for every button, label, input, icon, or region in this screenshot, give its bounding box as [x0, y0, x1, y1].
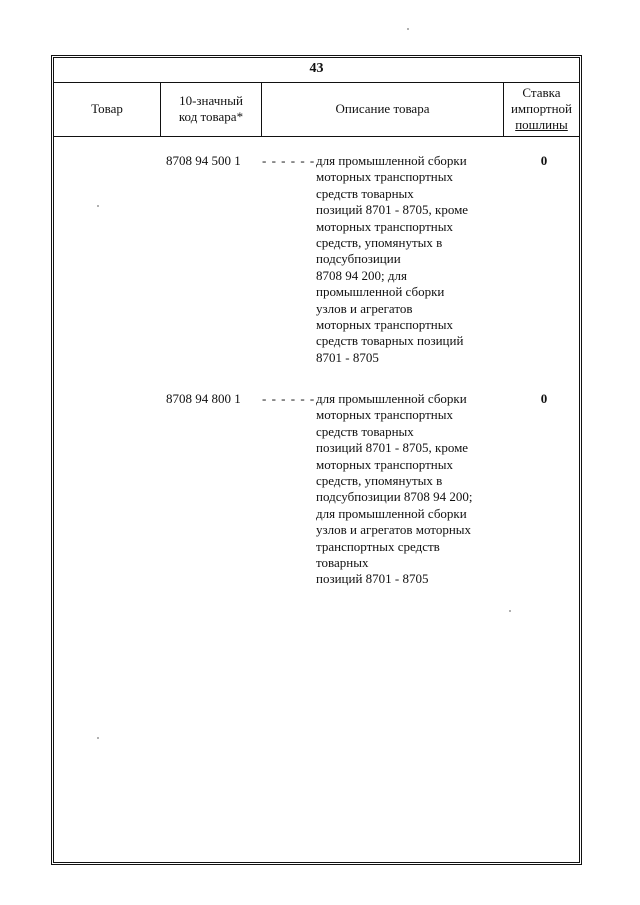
- description-line: позиций 8701 - 8705, кроме: [316, 202, 469, 218]
- page-number: 43: [309, 61, 324, 76]
- description-line: моторных транспортных: [316, 218, 454, 234]
- description-line: 8701 - 8705: [316, 349, 379, 365]
- description-line: моторных транспортных: [316, 169, 454, 185]
- product-description: [316, 153, 502, 366]
- description-line: средств товарных: [316, 423, 414, 439]
- description-line: средств, упомянутых в: [316, 473, 443, 489]
- scan-speck: [509, 610, 511, 612]
- description-line: средств товарных: [316, 185, 414, 201]
- description-line: моторных транспортных: [316, 456, 454, 472]
- indent-dashes: - - - - - -: [262, 391, 316, 406]
- description-line: транспортных средств: [316, 538, 440, 554]
- header-product-label: Товар: [91, 101, 123, 116]
- scan-speck: [407, 28, 409, 30]
- header-bottom-rule: [54, 136, 579, 137]
- description-line: моторных транспортных: [316, 407, 454, 423]
- description-line: промышленной сборки: [316, 284, 445, 300]
- description-line: узлов и агрегатов моторных: [316, 522, 472, 538]
- description-line: 8708 94 200; для: [316, 267, 407, 283]
- header-description: [262, 82, 503, 136]
- scan-speck: [97, 737, 99, 739]
- product-code: 8708 94 800 1: [166, 391, 241, 406]
- product-description: [316, 391, 502, 588]
- header-code-line2: код товара*: [178, 109, 244, 124]
- header-description-label: Описание товара: [335, 101, 430, 116]
- description-line: позиций 8701 - 8705: [316, 571, 429, 587]
- header-rate-line1: Ставка: [522, 85, 561, 100]
- description-line: моторных транспортных: [316, 317, 454, 333]
- scan-speck: [97, 205, 99, 207]
- indent-dashes: - - - - - -: [262, 153, 316, 168]
- product-code: 8708 94 500 1: [166, 153, 241, 168]
- header-rate-line3: пошлины: [515, 117, 568, 132]
- description-line: для промышленной сборки: [316, 391, 467, 406]
- description-line: средств товарных позиций: [316, 333, 464, 349]
- description-line: подсубпозиции: [316, 251, 401, 267]
- header-product: [54, 82, 160, 136]
- description-line: подсубпозиции 8708 94 200;: [316, 489, 473, 505]
- description-line: товарных: [316, 555, 369, 571]
- description-line: для промышленной сборки: [316, 505, 467, 521]
- description-line: узлов и агрегатов: [316, 300, 413, 316]
- header-code-line1: 10-значный: [179, 93, 243, 108]
- import-duty-rate: 0: [540, 153, 548, 168]
- description-line: для промышленной сборки: [316, 153, 467, 168]
- document-frame: [51, 55, 582, 865]
- header-rate-line2: импортной: [510, 101, 573, 116]
- description-line: средств, упомянутых в: [316, 235, 443, 251]
- description-line: позиций 8701 - 8705, кроме: [316, 440, 469, 456]
- import-duty-rate: 0: [540, 391, 548, 406]
- header-code: [161, 82, 261, 136]
- header-rate: [504, 82, 579, 136]
